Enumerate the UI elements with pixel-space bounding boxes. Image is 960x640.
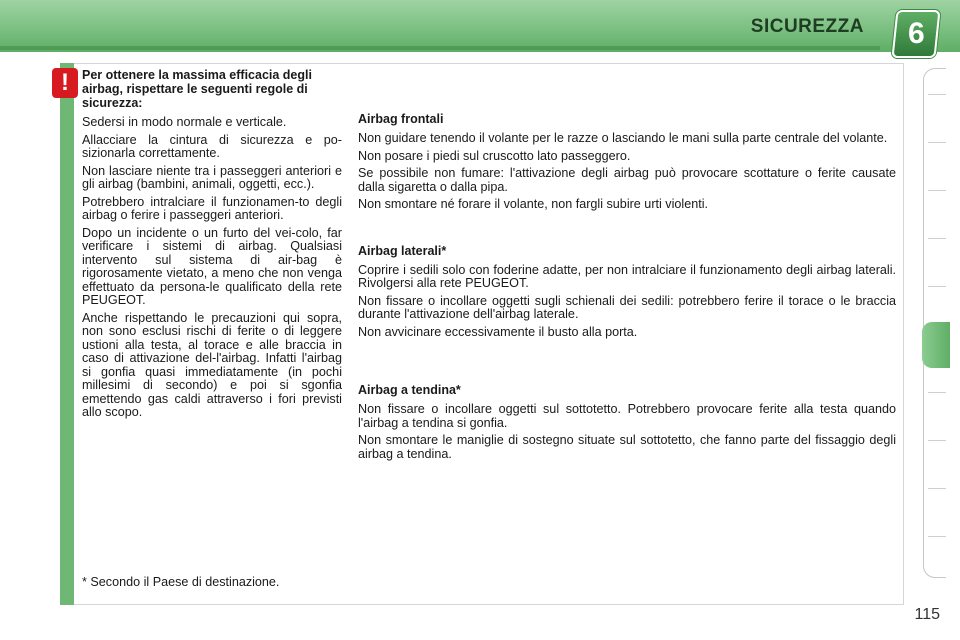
rule-paragraph: Dopo un incidente o un furto del vei-colo, far verificare i sistemi di airbag. Qualsiasi intervento sul sistema di air-bag è rigorosamente vietato, a meno che non venga effettuato da persona-le qualificato della rete PEUGEOT. <box>82 225 342 307</box>
rule-paragraph: Anche rispettando le precauzioni qui sopra, non sono esclusi rischi di ferite o di leggere ustioni alla testa, al torace e alle braccia in caso di attivazione del-l'airbag. Infatti l'airbag si gonfia quasi immediatamente (in pochi millesimi di secondo) e poi si sgonfia emettendo gas caldi attraverso i fori previsti allo scopo. <box>82 310 342 419</box>
section-paragraph: Non smontare le maniglie di sostegno situate sul sottotetto, che fanno parte del fissaggio degli airbag a tendina. <box>358 433 896 461</box>
rule-paragraph: Non lasciare niente tra i passeggeri anteriori e gli airbag (bambini, animali, oggetti, ecc.). <box>82 163 342 191</box>
section-paragraph: Non guidare tenendo il volante per le razze o lasciando le mani sulla parte centrale del volante. <box>358 131 888 145</box>
side-tab-divider <box>928 238 946 239</box>
rule-paragraph: Sedersi in modo normale e verticale. <box>82 115 287 129</box>
side-tab-divider <box>928 440 946 441</box>
right-column <box>358 112 896 465</box>
section-paragraph: Non fissare o incollare oggetti sugli schienali dei sedili: potrebbero ferire il torace o le braccia durante l'attivazione dell'airbag laterale. <box>358 293 896 321</box>
section-spacer <box>358 343 896 383</box>
section-paragraph: Coprire i sedili solo con foderine adatte, per non intralciare il funzionamento degli airbag laterali. Rivolgersi alla rete PEUGEOT. <box>358 262 896 290</box>
chapter-number: 6 <box>907 17 925 50</box>
chapter-badge <box>891 10 940 58</box>
section-airbag-frontali <box>358 112 896 212</box>
rule-paragraph: Potrebbero intralciare il funzionamen-to degli airbag o ferire i passeggeri anteriori. <box>82 194 342 222</box>
section-airbag-laterali <box>358 244 896 340</box>
page-number: 115 <box>914 606 940 623</box>
section-paragraph: Non fissare o incollare oggetti sul sottotetto. Potrebbero provocare ferite alla testa quando l'airbag a tendina si gonfia. <box>358 402 896 430</box>
section-title: SICUREZZA <box>750 16 864 37</box>
side-tab-divider <box>928 392 946 393</box>
section-title-airbag-frontali: Airbag frontali <box>358 112 444 126</box>
left-column <box>82 68 342 424</box>
side-tab-divider <box>928 94 946 95</box>
section-title-airbag-laterali: Airbag laterali* <box>358 243 447 258</box>
side-tab-divider <box>928 286 946 287</box>
rule-paragraph: Allacciare la cintura di sicurezza e po-sizionarla correttamente. <box>82 132 342 160</box>
side-tab-divider <box>928 142 946 143</box>
section-title-airbag-a-tendina: Airbag a tendina* <box>358 383 461 397</box>
side-tab-divider <box>928 488 946 489</box>
safety-rules-heading: Per ottenere la massima efficacia degli airbag, rispettare le seguenti regole di sicurezza: <box>82 68 312 110</box>
side-tab-divider <box>928 190 946 191</box>
header-stripe <box>0 46 880 50</box>
side-tab-active[interactable] <box>922 322 950 368</box>
section-paragraph: Non smontare né forare il volante, non fargli subire urti violenti. <box>358 197 709 211</box>
section-paragraph: Se possibile non fumare: l'attivazione degli airbag può provocare scottature o ferite causate dalla sigaretta o dalla pipa. <box>358 166 896 194</box>
accent-strip <box>60 63 74 605</box>
section-paragraph: Non posare i piedi sul cruscotto lato passeggero. <box>358 148 631 163</box>
side-tab-divider <box>928 536 946 537</box>
exclamation-warning-icon: ! <box>52 68 78 98</box>
section-airbag-a-tendina <box>358 383 896 461</box>
footnote: * Secondo il Paese di destinazione. <box>82 575 280 589</box>
section-spacer <box>358 216 896 244</box>
section-paragraph: Non avvicinare eccessivamente il busto alla porta. <box>358 324 638 339</box>
